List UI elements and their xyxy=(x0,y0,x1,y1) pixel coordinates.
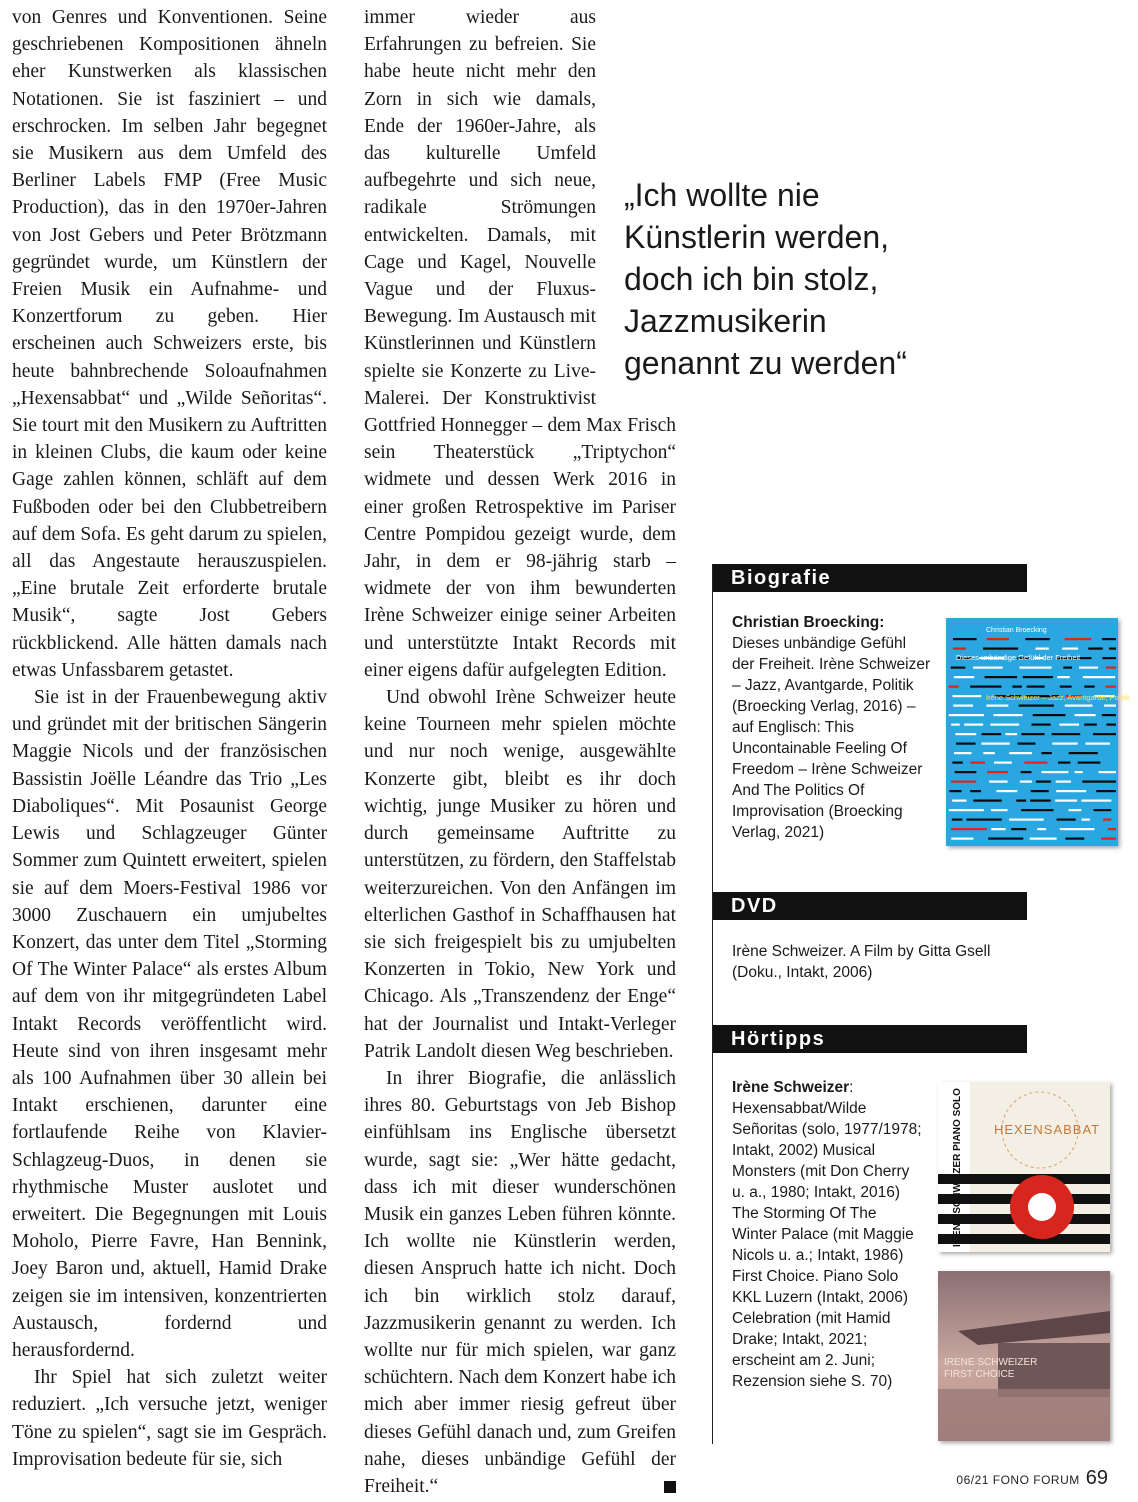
cover-dash xyxy=(1035,648,1048,650)
cover-dash xyxy=(973,800,1001,802)
cover-ring-text: HEXENSABBAT xyxy=(994,1122,1101,1137)
cover-dash xyxy=(1075,714,1096,716)
cover-dash xyxy=(1037,828,1046,830)
first-choice-album-cover xyxy=(938,1271,1110,1441)
cover-dash xyxy=(1105,686,1116,688)
cover-dash xyxy=(1065,638,1091,640)
paragraph xyxy=(364,1065,676,1500)
cover-dash xyxy=(1024,762,1047,764)
cover-dash xyxy=(1016,800,1026,802)
cover-dash xyxy=(1099,771,1116,773)
page-footer xyxy=(956,1467,1108,1490)
cover-dash xyxy=(983,648,1018,650)
cover-dash xyxy=(1086,743,1110,745)
cover-dash xyxy=(1103,819,1111,821)
paragraph: Ihr Spiel hat sich zuletzt weiter reduziert. „Ich versuche jetzt, weniger Töne zu spielen“, sagt sie im Gespräch. Improvisation bedeute für sie, sich xyxy=(12,1367,327,1470)
cover-dash xyxy=(1104,705,1116,707)
hoertipps-heading: Hörtipps xyxy=(713,1025,1027,1053)
cover-dash xyxy=(1020,781,1032,783)
cover-dash xyxy=(955,733,976,735)
cover-dash xyxy=(1078,762,1101,764)
cover-dash xyxy=(1012,686,1021,688)
cover-dash xyxy=(951,828,987,830)
cover-dash xyxy=(1084,724,1097,726)
cover-dash xyxy=(1056,790,1086,792)
cover-dash xyxy=(1075,771,1083,773)
cover-dash xyxy=(951,667,966,669)
cover-dash xyxy=(1021,809,1053,811)
cover-dash xyxy=(1096,790,1116,792)
dvd-text: Irène Schweizer. A Film by Gitta Gsell (Doku., Intakt, 2006) xyxy=(732,943,991,981)
paragraph: Sie ist in der Frauenbewegung aktiv und gründet mit der britischen Sängerin Maggie Nicols und der französischen Bassistin Joëlle Léandre das Trio „Les Diaboliques“. Mit Posaunist George Lewis und Schlagzeuger Günter Sommer zum Quintett erweitert, spielen sie auf dem Moers-Festival 1986 vor 3000 Zuschauern ein umjubeltes Konzert, das unter dem Titel „Storming Of The Winter Palace“ als erstes Album auf dem von ihr mitgegründeten Label Intakt Records veröffentlicht wird. Heute sind von ihren insgesamt mehr als 100 Aufnahmen über 30 allein bei Intakt erschienen, darunter eine fortlaufende Reihe von Klavier-Schlagzeug-Duos, in denen sie rhythmische Muster auslotet und erweitert. Die Begegnungen mit Louis Moholo, Pierre Favre, Han Bennink, Joey Baron und, aktuell, Hamid Drake zeigen sie im intensiven, konzentrierten Austausch, fordernd und herausfordernd. xyxy=(12,687,327,1361)
cover-dash xyxy=(994,762,1012,764)
hoertipps-artist: Irène Schweizer xyxy=(732,1079,850,1096)
cover-dash xyxy=(955,771,977,773)
cover-dash xyxy=(1030,838,1057,840)
article-column-1 xyxy=(12,4,327,1473)
cover-dash xyxy=(991,828,1005,830)
cover-dash xyxy=(1025,638,1050,640)
cover-dash xyxy=(1065,838,1084,840)
cover-dash xyxy=(1062,648,1078,650)
cover-dash xyxy=(987,771,1008,773)
paragraph: von Genres und Konventionen. Seine geschriebenen Kompositionen ähneln eher Kunstwerken als klassischen Notationen. Sie ist fasziniert – und erschrocken. Im selben Jahr begegnet sie Musikern aus dem Umfeld des Berliner Labels FMP (Free Music Production), das in den 1970er-Jahren von Jost Gebers und Peter Brötzmann gegründet wurde, um Künstlern der Freien Musik ein Aufnahme- und Konzertforum zu geben. Hier erscheinen auch Schweizers erste, bis heute bahnbrechende Soloaufnahmen „Hexensabbat“ und „Wilde Señoritas“. Sie tourt mit den Musikern zu Auftritten in kleinen Clubs, die kaum oder keine Gage zahlen können, schläft auf dem Fußboden oder bei den Clubbetreibern auf dem Sofa. Es geht darum zu spielen, all das Angestaute herauszuspielen. „Eine brutale Zeit erforderte brutale Musik“, sagte Jost Gebers rückblickend. Alle hätten damals nach etwas Unfassbarem getastet. xyxy=(12,7,327,681)
cover-dash xyxy=(1019,705,1054,707)
cover-dash xyxy=(1102,714,1116,716)
hoertipps-text xyxy=(732,1077,922,1392)
cover-dash xyxy=(1082,819,1090,821)
cover-dash xyxy=(1056,781,1071,783)
cover-dash xyxy=(1060,686,1072,688)
cover-dash xyxy=(1109,648,1116,650)
cover-dash xyxy=(949,809,984,811)
cover-dash xyxy=(954,676,974,678)
cover-dash xyxy=(993,714,1022,716)
biografie-heading: Biografie xyxy=(713,564,1027,592)
cover-dash xyxy=(991,809,1007,811)
cover-dash xyxy=(1041,752,1051,754)
cover-dash xyxy=(1108,828,1116,830)
cover-dash xyxy=(1081,800,1111,802)
cover-dash xyxy=(970,762,985,764)
cover-dash xyxy=(1094,809,1112,811)
cover-dash xyxy=(1009,819,1044,821)
cover-dash xyxy=(1057,676,1069,678)
issue-label: 06/21 FONO FORUM xyxy=(956,1473,1080,1487)
cover-dash xyxy=(981,743,1009,745)
cover-dash xyxy=(951,781,976,783)
cover-artist: IRENE SCHWEIZER xyxy=(944,1357,1038,1368)
cover-dash xyxy=(953,695,982,697)
cover-dash xyxy=(1102,638,1116,640)
cover-dash xyxy=(970,686,1001,688)
cover-title: FIRST CHOICE xyxy=(944,1369,1015,1380)
cover-dash xyxy=(1088,648,1103,650)
cover-dash xyxy=(1027,686,1045,688)
cover-dash xyxy=(966,819,1001,821)
cover-dash xyxy=(1018,743,1036,745)
cover-dash xyxy=(1079,667,1098,669)
cover-dash xyxy=(1106,667,1116,669)
cover-dash xyxy=(1083,676,1115,678)
cover-dash xyxy=(953,648,966,650)
hoertipps-list: : Hexensabbat/Wilde Señoritas (solo, 1977/1978; Intakt, 2002) Musical Monsters (mit Don Cherry u. a., 1980; Intakt, 2016) The Storming Of The Winter Palace (mit Maggie Nicols u. a.; Intakt, 1986) First Choice. Piano Solo KKL Luzern (Intakt, 2006) Celebration (mit Hamid Drake; Intakt, 2021; erscheint am 2. Juni; Rezension siehe S. 70) xyxy=(732,1079,922,1390)
cover-dash xyxy=(1036,781,1051,783)
cover-dash xyxy=(953,638,977,640)
cover-dash xyxy=(1052,733,1081,735)
cover-dash xyxy=(1031,790,1049,792)
cover-dash xyxy=(1055,800,1077,802)
cover-dash xyxy=(970,790,981,792)
dvd-heading: DVD xyxy=(713,892,1027,920)
end-mark xyxy=(664,1481,676,1493)
page-number: 69 xyxy=(1085,1467,1108,1489)
cover-dash xyxy=(1011,828,1026,830)
pull-quote: „Ich wollte nie Künstlerin werden, doch ich bin stolz, Jazzmusikerin genannt zu werden“ xyxy=(624,177,907,381)
cover-dash xyxy=(987,638,1009,640)
biografie-author: Christian Broecking: xyxy=(732,614,885,631)
cover-subtitle: Irène Schweizer – Jazz, Avantgarde, Politik xyxy=(986,693,1130,702)
info-sidebar xyxy=(712,564,1130,1444)
cover-dash xyxy=(952,762,962,764)
cover-dash xyxy=(1021,771,1032,773)
cover-dash xyxy=(996,790,1017,792)
cover-dash xyxy=(1060,828,1095,830)
cover-dash xyxy=(949,790,961,792)
cover-dash xyxy=(988,838,1023,840)
paragraph-text: In ihrer Biografie, die anlässlich ihres 80. Geburtstags von Jeb Bishop einfühlsam ins Englische übersetzt wurde, sagt sie: „Wer hätte gedacht, dass ich mit dieser wunderschönen Musik ein ganzes Leben führen könnte. Ich wollte nie Künstlerin werden, diesen Anspruch hatte ich nicht. Doch ich bin wirklich stolz darauf, Jazzmusikerin genannt zu werden. Ich wollte nur für mich spielen, war ganz schüchtern. Nach dem Konzert habe ich mich aber immer riesig gefreut über dieses Gefühl danach und, zum Greifen nahe, dieses unbändige Gefühl der Freiheit.“ xyxy=(364,1067,676,1497)
biografie-book-cover xyxy=(946,618,1130,846)
cover-dash xyxy=(952,800,966,802)
cover-dash xyxy=(1009,752,1032,754)
cover-dash xyxy=(948,686,958,688)
cover-dash xyxy=(973,667,1002,669)
cover-dash xyxy=(1019,667,1051,669)
paragraph: immer wieder aus Erfahrungen zu befreien. Sie habe heute nicht mehr den Zorn in sich wie damals, Ende der 1960er-Jahre, als das kulturelle Umfeld aufbegehrte und sich neue, radikale Strömungen entwickelten. Damals, mit Cage und Kagel, Nouvelle Vague und der Fluxus-Bewegung. Im Austausch mit Künstlerinnen und Künstlern spielte sie Konzerte zu Live-Malerei. Der Konstruktivist Gottfried Honnegger – dem Max Frisch sein Theaterstück „Triptychon“ widmete und dessen Werk 2016 in einer großen Retrospektive im Pariser Centre Pompidou gezeigt wurde, dem Jahr, in dem er 98-jährig starb – widmete der von ihm bewunderten Irène Schweizer einige seiner Arbeiten und unterstützte Intakt Records mit einer eigens dafür aufgelegten Edition. xyxy=(364,7,676,681)
paragraph: Und obwohl Irène Schweizer heute keine Tourneen mehr spielen möchte und nur noch wenige, ausgewählte Konzerte gibt, bleibt es ihr doch wichtig, junge Musiker zu hören und durch gemeinsame Auftritte zu unterstützen, zu fördern, den Staffelstab weiterzureichen. Von den Anfängen im elterlichen Gasthof in Schaffhausen hat sie sich freigespielt bis zu umjubelten Konzerten in Tokio, New York und Chicago. Als „Transzendenz der Enge“ hat der Journalist und Intakt-Verleger Patrik Landolt diesen Weg beschrieben. xyxy=(364,687,676,1062)
cover-dash xyxy=(1084,686,1094,688)
cover-dash xyxy=(1023,676,1053,678)
cover-author: Christian Broecking xyxy=(986,627,1047,634)
cover-dash xyxy=(1057,819,1076,821)
cover-dash xyxy=(1052,743,1077,745)
cover-dash xyxy=(956,743,976,745)
cover-dash xyxy=(983,752,994,754)
cover-dash xyxy=(1069,809,1082,811)
cover-dash xyxy=(951,838,973,840)
cover-dash xyxy=(1082,781,1116,783)
cover-dash xyxy=(986,705,1008,707)
cover-dash xyxy=(952,819,963,821)
cover-dash xyxy=(989,781,1007,783)
cover-dash xyxy=(985,676,1017,678)
cover-dash xyxy=(1102,657,1116,659)
cover-dash xyxy=(1033,714,1066,716)
cover-dash xyxy=(1065,705,1093,707)
biografie-text xyxy=(732,612,932,843)
cover-dash xyxy=(990,724,1019,726)
cover-dash xyxy=(964,724,983,726)
cover-dash xyxy=(951,724,960,726)
biografie-book: Dieses unbändige Gefühl der Freiheit. Irène Schweizer – Jazz, Avantgarde, Politik (Broecking Verlag, 2016) – auf Englisch: This Uncontainable Feeling Of Freedom – Irène Schweizer And The Politics Of Improvisation (Broecking Verlag, 2021) xyxy=(732,635,931,841)
cover-dash xyxy=(1069,752,1098,754)
cover-dash xyxy=(982,733,1001,735)
cover-dash xyxy=(1005,733,1017,735)
cover-dash xyxy=(1032,724,1051,726)
cover-dash xyxy=(1021,733,1044,735)
cover-dash xyxy=(1063,667,1072,669)
cover-dash xyxy=(949,714,984,716)
hexensabbat-album-cover xyxy=(938,1082,1110,1252)
cover-title: Dieses unbändige Gefühl der Freiheit xyxy=(956,653,1081,662)
cover-dash xyxy=(953,705,973,707)
cover-dash xyxy=(1106,724,1116,726)
cover-dash xyxy=(1058,762,1070,764)
cover-dash xyxy=(1042,771,1069,773)
cover-dash xyxy=(954,752,971,754)
cover-dash xyxy=(1059,724,1079,726)
cover-dash xyxy=(1030,800,1051,802)
cover-dash xyxy=(1093,733,1116,735)
cover-dash xyxy=(1101,838,1116,840)
cover-side-text: IRENE SCHWEIZER PIANO SOLO xyxy=(952,1088,963,1247)
